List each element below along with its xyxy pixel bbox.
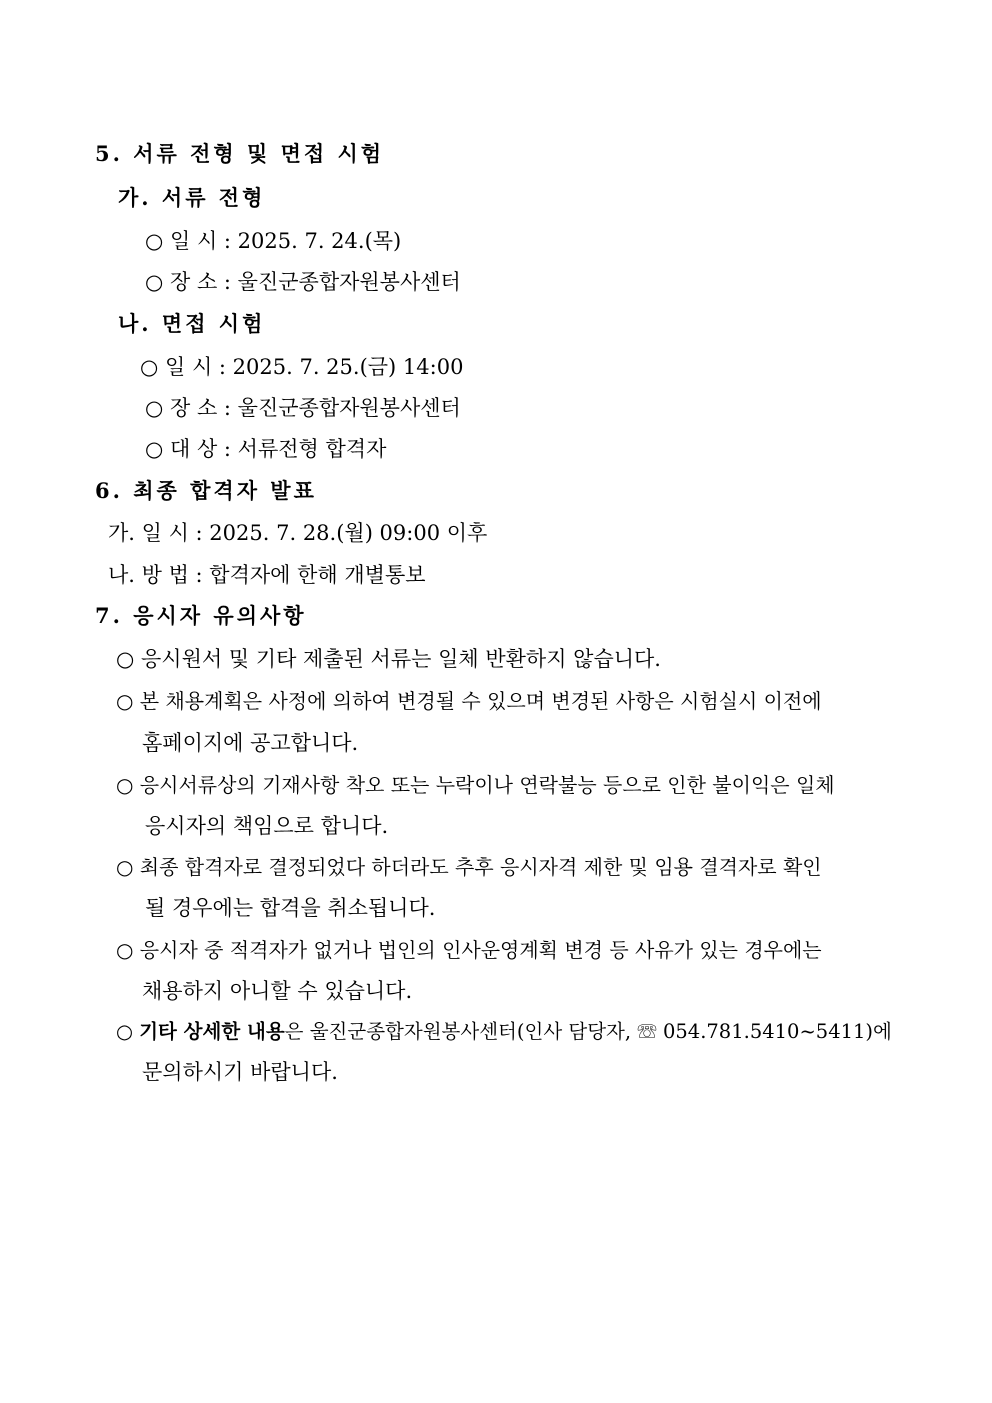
section6-a-date: 가. 일 시 : 2025. 7. 28.(월) 09:00 이후 [108,521,488,545]
section5-heading: 5. 서류 전형 및 면접 시험 [95,141,385,166]
section6-b-method: 나. 방 법 : 합격자에 한해 개별통보 [108,563,426,587]
section6-heading: 6. 최종 합격자 발표 [95,478,317,503]
notice-item-1: ○ 응시원서 및 기타 제출된 서류는 일체 반환하지 않습니다. [116,647,661,671]
section5-b-place: ○ 장 소 : 울진군종합자원봉사센터 [145,396,461,420]
notice-item-5-line1: ○ 응시자 중 적격자가 없거나 법인의 인사운영계획 변경 등 사유가 있는 경우에는 [116,938,822,962]
notice-item-4-line1: ○ 최종 합격자로 결정되었다 하더라도 추후 응시자격 제한 및 임용 결격자로 확인 [116,855,822,879]
notice-item-6-prefix: ○ [116,1020,140,1043]
section5-b-date: ○ 일 시 : 2025. 7. 25.(금) 14:00 [140,355,464,379]
notice-item-5-line2: 채용하지 아니할 수 있습니다. [142,979,413,1003]
notice-item-2-line1: ○ 본 채용계획은 사정에 의하여 변경될 수 있으며 변경된 사항은 시험실시 이전에 [116,689,822,713]
notice-item-3-line1: ○ 응시서류상의 기재사항 착오 또는 누락이나 연락불능 등으로 인한 불이익은 일체 [116,773,835,797]
notice-item-3-line2: 응시자의 책임으로 합니다. [145,814,389,838]
notice-item-6-line2: 문의하시기 바랍니다. [142,1060,338,1084]
notice-item-4-line2: 될 경우에는 합격을 취소됩니다. [145,896,436,920]
notice-item-6-line1 [116,1018,892,1046]
section5-a-place: ○ 장 소 : 울진군종합자원봉사센터 [145,270,461,294]
notice-item-2-line2: 홈페이지에 공고합니다. [142,731,359,755]
section7-heading: 7. 응시자 유의사항 [95,603,307,628]
section5-a-heading: 가. 서류 전형 [118,185,266,210]
notice-item-6-rest: 은 울진군종합자원봉사센터(인사 담당자, ☏ 054.781.5410~5411)에 [284,1020,892,1043]
notice-item-6-bold: 기타 상세한 내용 [139,1020,285,1043]
section5-b-target: ○ 대 상 : 서류전형 합격자 [145,437,387,461]
section5-a-date: ○ 일 시 : 2025. 7. 24.(목) [145,229,402,253]
section5-b-heading: 나. 면접 시험 [118,311,266,336]
